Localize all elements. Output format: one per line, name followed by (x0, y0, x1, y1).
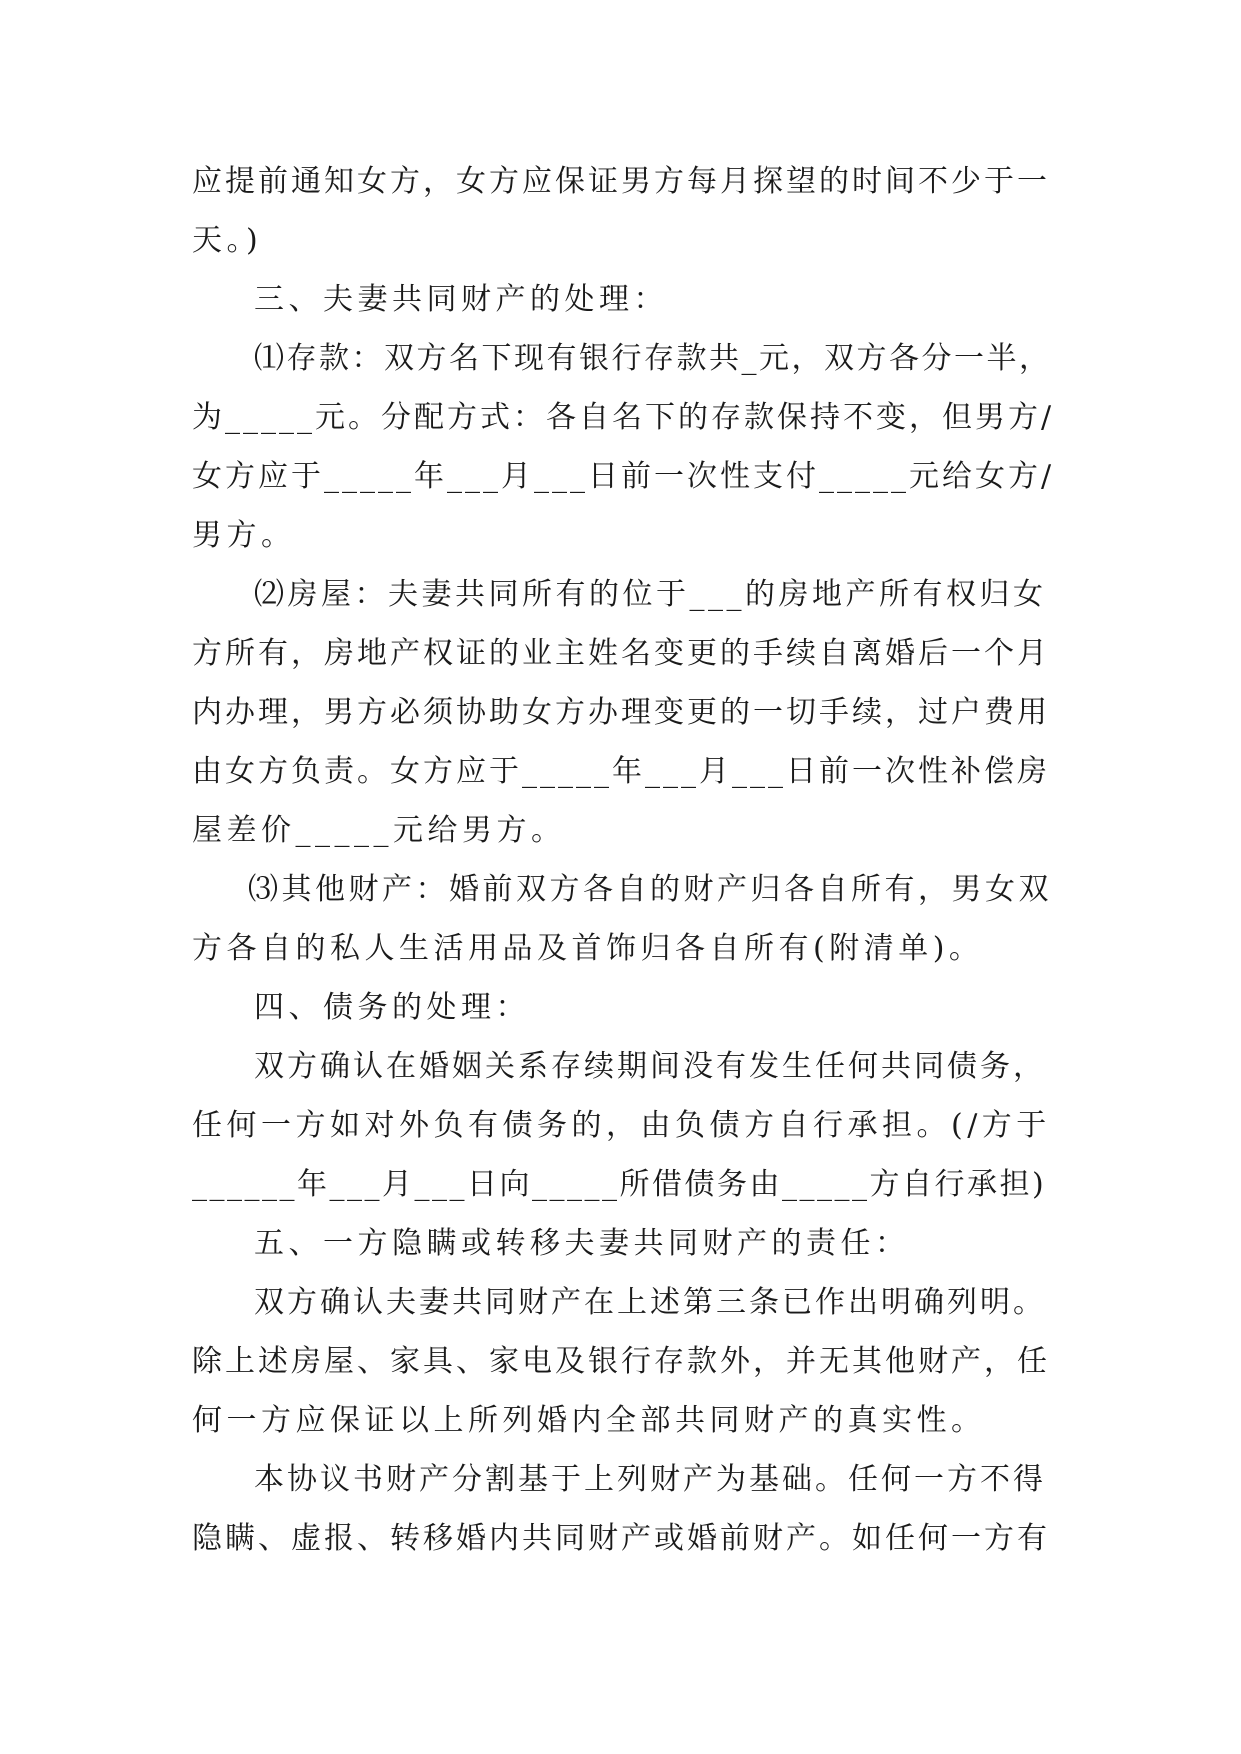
text-line: ⑶其他财产：婚前双方各自的财产归各自所有，男女双 (248, 872, 1052, 907)
section-heading: 三、夫妻共同财产的处理： (254, 282, 668, 317)
text-line: 任何一方如对外负有债务的，由负债方自行承担。(/方于 (192, 1108, 1051, 1143)
text-line: 女方应于_____年___月___日前一次性支付_____元给女方/ (192, 459, 1055, 494)
text-line: 男方。 (192, 518, 296, 553)
section-heading: 五、一方隐瞒或转移夫妻共同财产的责任： (254, 1226, 910, 1261)
text-line: 屋差价_____元给男方。 (192, 813, 566, 848)
text-line: 应提前通知女方，女方应保证男方每月探望的时间不少于一 (192, 164, 1050, 199)
text-line: 天。) (192, 223, 263, 258)
text-line: 由女方负责。女方应于_____年___月___日前一次性补偿房 (192, 754, 1050, 789)
text-line: 除上述房屋、家具、家电及银行存款外，并无其他财产，任 (192, 1344, 1050, 1379)
text-line: 内办理，男方必须协助女方办理变更的一切手续，过户费用 (192, 695, 1050, 730)
text-line: 双方确认在婚姻关系存续期间没有发生任何共同债务， (254, 1049, 1046, 1084)
document-page (192, 152, 1057, 1568)
text-line: ______年___月___日向_____所借债务由_____方自行承担) (192, 1167, 1047, 1202)
text-line: ⑵房屋：夫妻共同所有的位于___的房地产所有权归女 (254, 577, 1047, 612)
text-line: 本协议书财产分割基于上列财产为基础。任何一方不得 (254, 1462, 1046, 1497)
section-heading: 四、债务的处理： (254, 990, 530, 1025)
text-line: 何一方应保证以上所列婚内全部共同财产的真实性。 (192, 1403, 986, 1438)
text-line: 方各自的私人生活用品及首饰归各自所有(附清单)。 (192, 931, 984, 966)
text-line: 为_____元。分配方式：各自名下的存款保持不变，但男方/ (192, 400, 1055, 435)
text-line: 隐瞒、虚报、转移婚内共同财产或婚前财产。如任何一方有 (192, 1521, 1050, 1556)
text-line: 方所有，房地产权证的业主姓名变更的手续自离婚后一个月 (192, 636, 1050, 671)
text-line: 双方确认夫妻共同财产在上述第三条已作出明确列明。 (254, 1285, 1046, 1320)
text-line: ⑴存款：双方名下现有银行存款共_元，双方各分一半， (254, 341, 1052, 376)
